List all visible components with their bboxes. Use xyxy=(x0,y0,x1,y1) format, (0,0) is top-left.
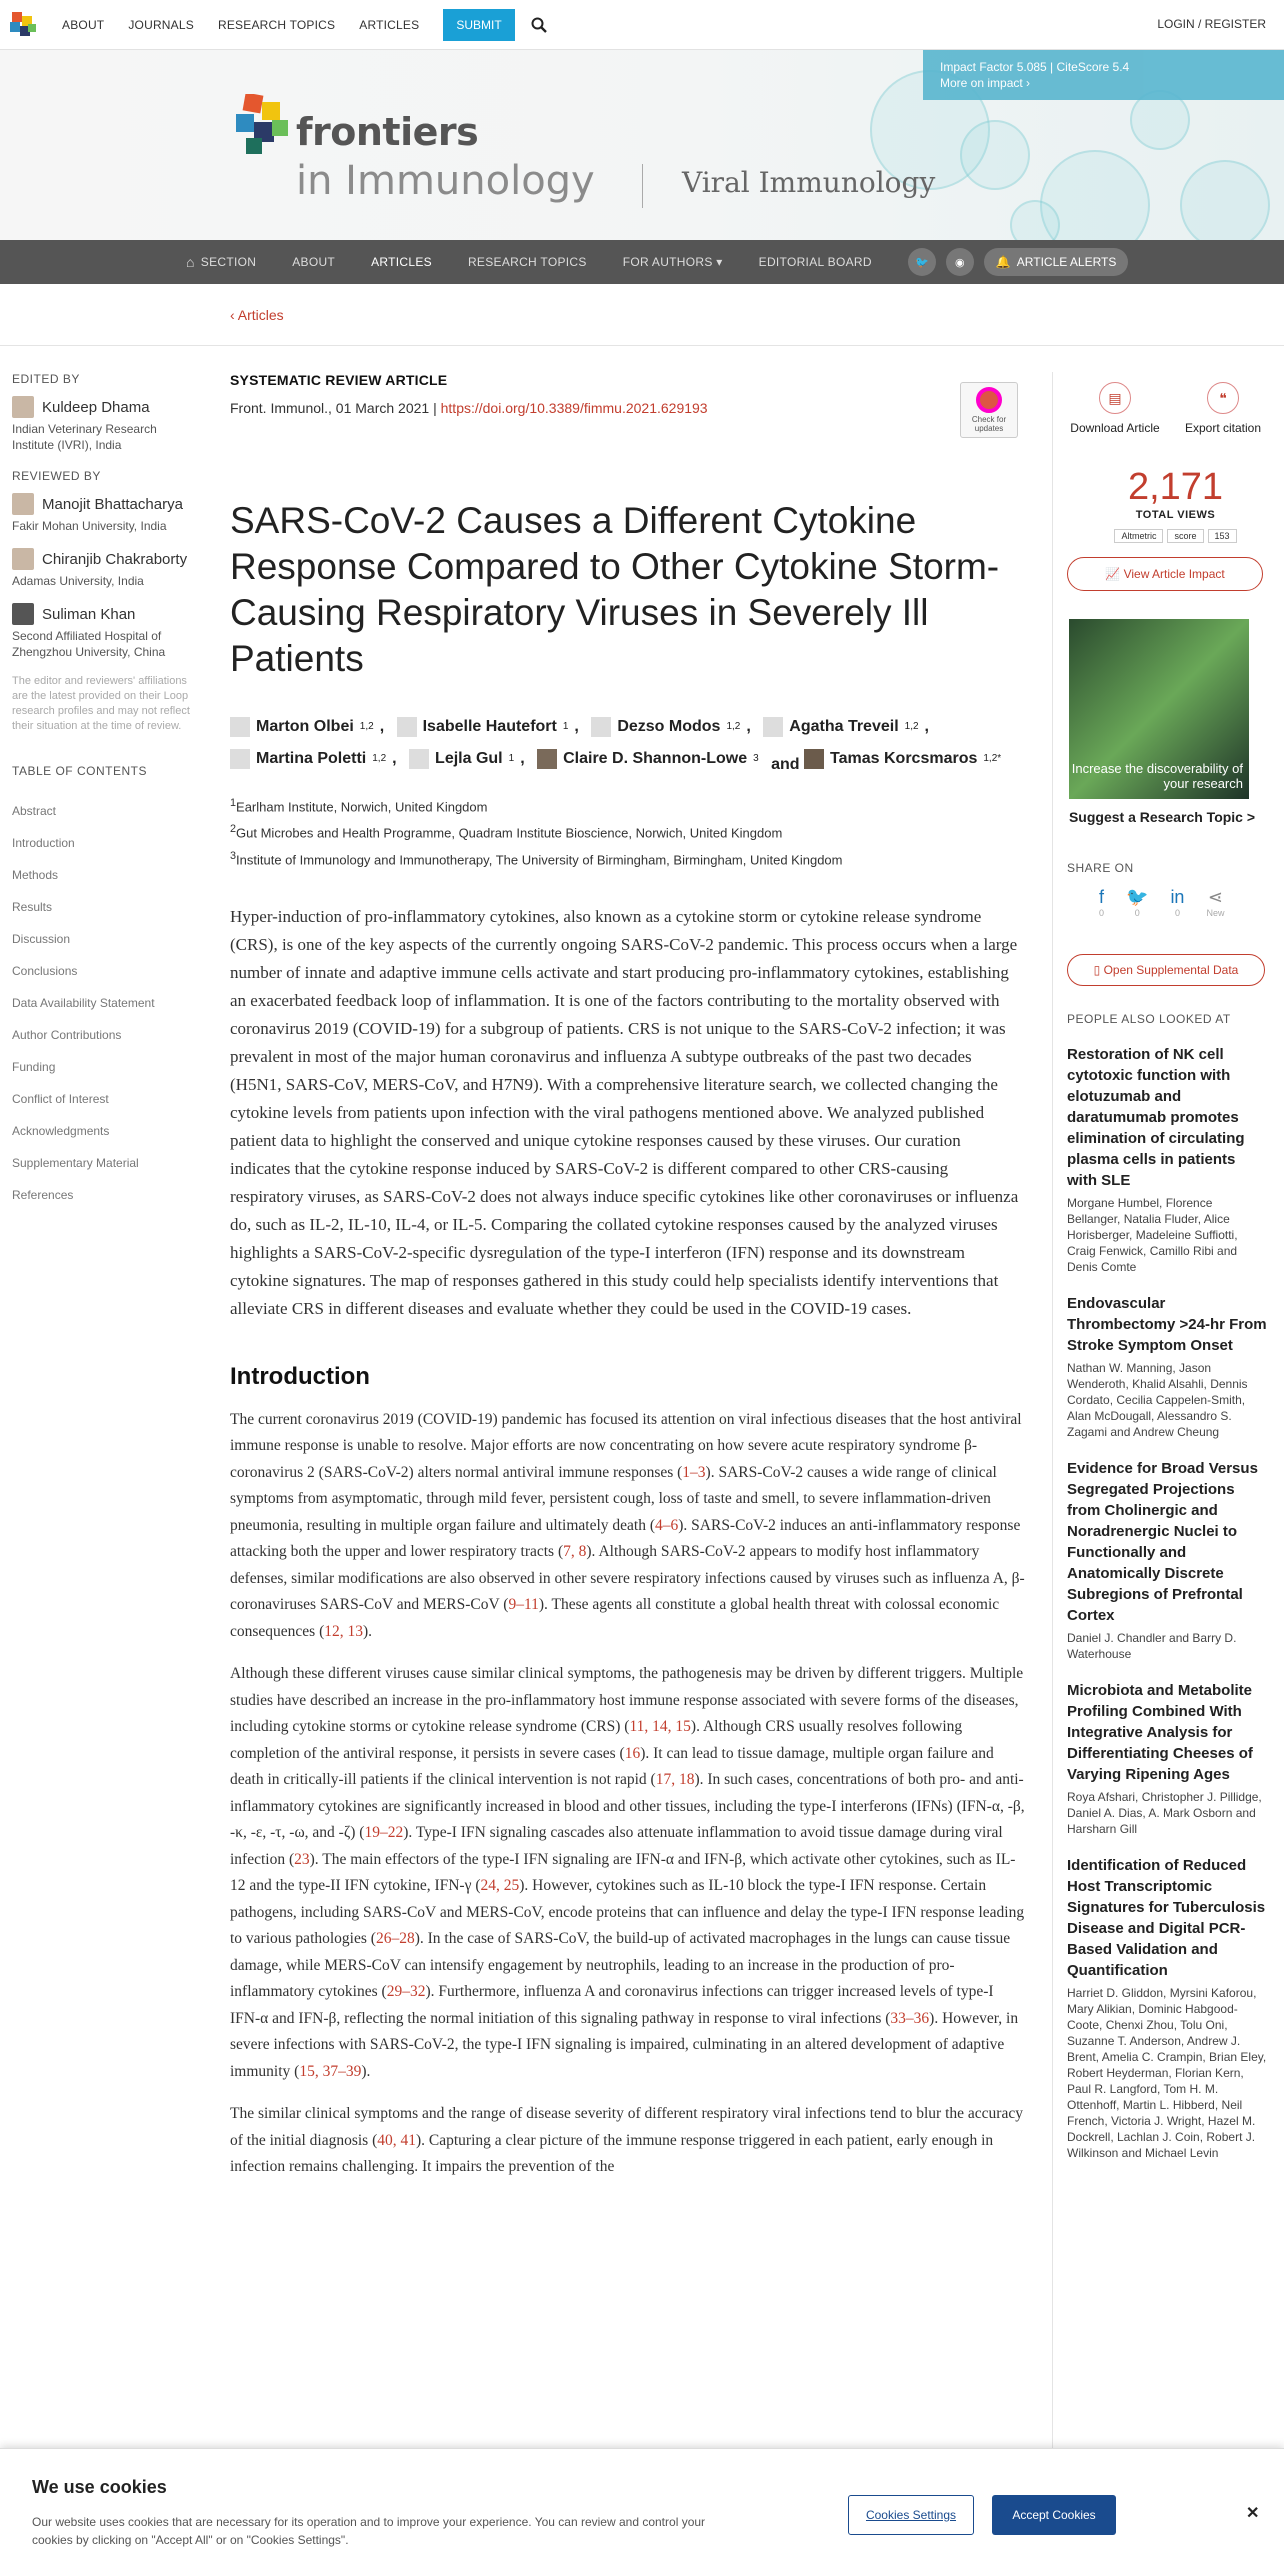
abstract: Hyper-induction of pro-inflammatory cytokines, also known as a cytokine storm or cytokine release syndrome (CRS), is one of the key aspects of the currently ongoing SARS-CoV-2 pandemic. This process occurs when a large number of innate and adaptive immune cells activate and start producing pro-inflammatory cytokines, establishing an exacerbated feedback loop of inflammation. It is one of the factors contributing to the mortality observed with coronavirus 2019 (COVID-19) for a subgroup of patients. CRS is not unique to the SARS-CoV-2 infection; it was prevalent in most of the major human coronavirus and influenza A subtype outbreaks of the past two decades (H5N1, SARS-CoV, MERS-CoV, and H7N9). With a comprehensive literature search, we collected changing the cytokine levels from patients upon infection with the viral pathogens mentioned above. We analyzed published patient data to highlight the conserved and unique cytokine responses caused by these viruses. Our curation indicates that the cytokine response induced by SARS-CoV-2 is different compared to other CRS-causing respiratory viruses, as SARS-CoV-2 does not always induce specific cytokines like other coronaviruses or influenza do, such as IL-2, IL-10, IL-4, or IL-5. Comparing the collated cytokine responses caused by the analyzed viruses highlights a SARS-CoV-2-specific dysregulation of the type-I interferon (IFN) response and its downstream cytokine signatures. The map of responses gathered in this study could help specialists identify interventions that alleviate CRS in different diseases and evaluate whether they could be used in the COVID-19 cases. xyxy=(230,906,1019,1318)
cookie-text: Our website uses cookies that are necessary for its operation and to improve your experience. You can review and control your cookies by clicking on "Accept All" or on "Cookies Settings". xyxy=(32,2515,706,2547)
reference-link[interactable]: 24, 25 xyxy=(480,1877,520,1895)
twitter-icon: 🐦 xyxy=(1126,887,1149,907)
related-article xyxy=(1067,1855,1267,2161)
close-icon[interactable]: ✕ xyxy=(1246,2505,1260,2522)
toc-item[interactable]: Results xyxy=(12,900,53,914)
avatar xyxy=(12,493,34,515)
secnav-section[interactable]: ⌂ SECTION xyxy=(186,254,257,270)
export-citation-button[interactable]: ❝ Export citation xyxy=(1175,382,1271,436)
avatar xyxy=(230,717,250,737)
avatar xyxy=(537,749,557,769)
promo-text: Increase the discoverability of your research xyxy=(1071,761,1243,791)
article xyxy=(230,372,1025,2181)
author[interactable]: Tamas Korcsmaros 1,2* xyxy=(804,746,1001,772)
avatar xyxy=(12,396,34,418)
toc-item[interactable]: Methods xyxy=(12,868,59,882)
suggest-research-topic-link[interactable]: Suggest a Research Topic > xyxy=(1068,809,1256,825)
login-register-link[interactable]: LOGIN / REGISTER xyxy=(1157,17,1266,31)
quote-icon: ❝ xyxy=(1207,382,1239,414)
related-authors: Morgane Humbel, Florence Bellanger, Natalia Fluder, Alice Horisberger, Madeleine Suffiotti, Craig Fenwick, Camillo Ribi and Denis Comte xyxy=(1067,1196,1238,1274)
toc-item[interactable]: Conflict of Interest xyxy=(12,1092,109,1106)
paragraph-text: ). Although SARS-CoV-2 appears to modify host inflammatory defenses, similar modifications are also observed in other severe respiratory infections caused by viruses such as influenza A, β-coronaviruses SARS-CoV and MERS-CoV ( xyxy=(230,1543,1025,1614)
nav-journals[interactable]: JOURNALS xyxy=(128,18,194,32)
reviewer xyxy=(12,603,197,660)
affiliation: $^2$Gut Microbes and Health Programme, Quadram Institute Bioscience, Norwich, United Kingdom xyxy=(230,823,783,841)
toc-item[interactable]: References xyxy=(12,1188,74,1202)
toc-item[interactable]: Acknowledgments xyxy=(12,1124,110,1138)
related-article xyxy=(1067,1680,1267,1837)
reference-link[interactable]: 19–22 xyxy=(364,1824,404,1842)
frontiers-logo-icon[interactable] xyxy=(10,12,38,38)
share-icon: ⋖ xyxy=(1207,887,1223,907)
doi-link[interactable]: https://doi.org/10.3389/fimmu.2021.629193 xyxy=(440,400,708,416)
bell-icon: 🔔 xyxy=(995,255,1011,269)
share-heading: SHARE ON xyxy=(1067,861,1134,875)
facebook-icon: f xyxy=(1099,887,1105,907)
brand-name: frontiers xyxy=(296,110,479,154)
article-type: SYSTEMATIC REVIEW ARTICLE xyxy=(230,372,448,388)
reference-link[interactable]: 15, 37–39 xyxy=(299,2062,362,2080)
linkedin-icon: in xyxy=(1170,887,1185,907)
cookies-settings-button[interactable]: Cookies Settings xyxy=(848,2495,974,2535)
promo-banner[interactable] xyxy=(1069,619,1249,799)
accept-cookies-button[interactable]: Accept Cookies xyxy=(992,2495,1116,2535)
avatar xyxy=(397,717,417,737)
reference-link[interactable]: 16 xyxy=(624,1744,641,1762)
citation-line xyxy=(230,400,1025,416)
avatar xyxy=(12,603,34,625)
paragraph-text: ). It can lead to tissue damage, multiple organ failure and death in critically-ill patients if the clinical intervention is not rapid ( xyxy=(230,1744,994,1789)
avatar xyxy=(591,717,611,737)
reference-link[interactable]: 7, 8 xyxy=(563,1543,587,1561)
toc-item[interactable]: Data Availability Statement xyxy=(12,996,155,1010)
reference-link[interactable]: 33–36 xyxy=(890,2009,930,2027)
paragraph-text: ). Capturing a clear picture of the immune response triggered in each patient, early enough in infection remains challenging. It impairs the prevention of the xyxy=(230,2131,994,2176)
article-title: SARS-CoV-2 Causes a Different Cytokine Response Compared to Other Cytokine Storm-Causing Respiratory Viruses in Severely Ill Patients xyxy=(230,500,1000,679)
edited-by-heading: EDITED BY xyxy=(12,372,80,386)
related-authors: Roya Afshari, Christopher J. Pillidge, Daniel A. Dias, A. Mark Osborn and Harsharn Gill xyxy=(1067,1790,1262,1836)
altmetric-score-label: score xyxy=(1167,529,1203,543)
author[interactable]: Lejla Gul 1 , xyxy=(409,746,525,772)
author[interactable]: Martina Poletti 1,2 , xyxy=(230,746,397,772)
reviewed-by-heading: REVIEWED BY xyxy=(12,469,101,483)
paragraph xyxy=(230,2101,1025,2181)
affiliation: $^1$Earlham Institute, Norwich, United Kingdom xyxy=(230,797,488,815)
related-article xyxy=(1067,1044,1267,1275)
related-title[interactable]: Identification of Reduced Host Transcriptomic Signatures for Tuberculosis Disease and Digital PCR-Based Validation and Quantification xyxy=(1067,1857,1266,1979)
breadcrumb-articles[interactable]: ‹ Articles xyxy=(230,307,284,323)
section-nav xyxy=(0,240,1284,284)
reference-link[interactable]: 1–3 xyxy=(682,1463,706,1481)
introduction-heading: Introduction xyxy=(230,1362,370,1390)
impact-factor-box[interactable] xyxy=(923,50,1284,100)
affiliation-note: The editor and reviewers' affiliations are the latest provided on their Loop research profiles and may not reflect their situation at the time of review. xyxy=(12,675,190,732)
more-on-impact-link[interactable]: More on impact › xyxy=(940,76,1031,90)
related-title[interactable]: Evidence for Broad Versus Segregated Projections from Cholinergic and Noradrenergic Nuclei to Functionally and Anatomically Discrete Subregions of Prefrontal Cortex xyxy=(1067,1460,1258,1624)
view-article-impact-button[interactable]: 📈 View Article Impact xyxy=(1067,557,1263,591)
secnav-articles[interactable]: ARTICLES xyxy=(371,255,432,269)
paragraph-text: ). SARS-CoV-2 induces an anti-inflammatory response attacking both the upper and lower respiratory tracts ( xyxy=(230,1516,1021,1561)
reviewer-affiliation: Adamas University, India xyxy=(12,574,144,588)
pdf-icon: ▤ xyxy=(1099,382,1131,414)
related-article xyxy=(1067,1458,1267,1662)
editor-affiliation: Indian Veterinary Research Institute (IVRI), India xyxy=(12,422,157,452)
right-sidebar xyxy=(1052,372,1284,2472)
nav-about[interactable]: ABOUT xyxy=(62,18,105,32)
home-icon: ⌂ xyxy=(186,254,195,270)
toc-item[interactable]: Abstract xyxy=(12,804,57,818)
journal-name: in Immunology xyxy=(296,158,595,204)
paragraph-text: ). SARS-CoV-2 causes a wide range of clinical symptoms from asymptomatic, through mild fever, persistent cough, loss of taste and smell, to severe inflammation-driven pneumonia, resulting in multiple organ failure and ultimately death ( xyxy=(230,1463,997,1534)
chart-icon: 📈 xyxy=(1105,567,1124,581)
top-nav xyxy=(62,0,547,50)
altmetric-score: 153 xyxy=(1208,529,1237,543)
avatar xyxy=(409,749,429,769)
reference-link[interactable]: 4–6 xyxy=(655,1516,679,1534)
toc-item[interactable]: Funding xyxy=(12,1060,56,1074)
top-bar xyxy=(0,0,1284,50)
author[interactable]: Agatha Treveil 1,2 , xyxy=(763,714,929,740)
toc-item[interactable]: Discussion xyxy=(12,932,71,946)
related-title[interactable]: Microbiota and Metabolite Profiling Combined With Integrative Analysis for Differentiating Cheeses of Varying Ripening Ages xyxy=(1067,1682,1253,1783)
avatar xyxy=(12,548,34,570)
paragraph-text: ). In such cases, concentrations of both pro- and anti-inflammatory cytokines are significantly increased in blood and other tissues, including the type-I interferons (IFNs) (IFN-α, -β, -κ, -ε, -τ, -ω, and -ζ) ( xyxy=(230,1771,1025,1842)
reviewer-name[interactable]: Manojit Bhattacharya xyxy=(42,495,183,513)
article-alerts-button[interactable]: 🔔 ARTICLE ALERTS xyxy=(984,248,1129,276)
paragraph-text: ). The main effectors of the type-I IFN signaling are IFN-α and IFN-β, which activate other cytokines, such as IL-12 and the type-II IFN cytokine, IFN-γ ( xyxy=(230,1850,1016,1895)
divider xyxy=(0,345,1284,346)
avatar xyxy=(230,749,250,769)
total-views-count: 2,171 xyxy=(1127,466,1224,508)
related-authors: Harriet D. Gliddon, Myrsini Kaforou, Mary Alikian, Dominic Habgood-Coote, Chenxi Zhou, Tolu Oni, Suzanne T. Anderson, Andrew J. Brent, Amelia C. Crampin, Brian Eley, Robert Heyderman, Florian Kern, Paul R. Langford, Tom H. M. Ottenhoff, Martin L. Hibberd, Neil French, Victoria J. Wright, Hazel M. Dockrell, Lachlan J. Coin, Robert J. Wilkinson and Michael Levin xyxy=(1067,1986,1267,2160)
reference-link[interactable]: 11, 14, 15 xyxy=(629,1718,691,1736)
paragraph-text: ). However, in severe infections with SARS-CoV-2, the type-I IFN signaling is impaired, culminating in an altered development of adaptive immunity ( xyxy=(230,2009,1019,2080)
journal-header xyxy=(0,50,1284,240)
article-actions xyxy=(1067,382,1284,436)
article-body xyxy=(230,1407,1025,2181)
toc-item[interactable]: Conclusions xyxy=(12,964,78,978)
reviewer-affiliation: Second Affiliated Hospital of Zhengzhou University, China xyxy=(12,629,166,659)
reference-link[interactable]: 29–32 xyxy=(386,1983,426,2001)
open-supplemental-data-button[interactable]: ▯ Open Supplemental Data xyxy=(1067,954,1265,986)
cookie-banner xyxy=(0,2448,1284,2568)
author[interactable]: Isabelle Hautefort 1 , xyxy=(397,714,579,740)
reference-link[interactable]: 40, 41 xyxy=(377,2131,416,2149)
paragraph-text: ). These agents all constitute a global health threat with colossal economic consequences ( xyxy=(230,1596,1000,1640)
section-name: Viral Immunology xyxy=(682,166,936,199)
journal-date: Front. Immunol., 01 March 2021 | xyxy=(230,400,441,416)
reviewer-affiliation: Fakir Mohan University, India xyxy=(12,519,167,533)
secnav-editorial-board[interactable]: EDITORIAL BOARD xyxy=(758,255,872,269)
document-icon: ▯ xyxy=(1093,963,1104,977)
check-updates-label: Check for updates xyxy=(971,415,1007,433)
check-for-updates-button[interactable] xyxy=(960,382,1018,438)
brand-divider xyxy=(642,164,643,208)
paragraph xyxy=(230,1407,1025,1646)
affiliations xyxy=(230,792,1025,871)
views-box xyxy=(1067,466,1284,543)
linkedin-share[interactable]: in 0 xyxy=(1170,887,1185,918)
nav-articles[interactable]: ARTICLES xyxy=(359,18,420,32)
author[interactable]: Marton Olbei 1,2 , xyxy=(230,714,384,740)
reference-link[interactable]: 9–11 xyxy=(508,1596,539,1614)
altmetric-badge[interactable] xyxy=(1067,529,1284,543)
facebook-share[interactable]: f 0 xyxy=(1099,887,1105,918)
related-authors: Daniel J. Chandler and Barry D. Waterhouse xyxy=(1067,1631,1237,1661)
paragraph-text: ). Type-I IFN signaling cascades also attenuate inflammation to avoid tissue damage during viral infection ( xyxy=(230,1824,1003,1868)
author-list xyxy=(230,714,1025,778)
left-sidebar xyxy=(12,372,197,1220)
reference-link[interactable]: 17, 18 xyxy=(655,1771,695,1789)
paragraph xyxy=(230,1661,1025,2085)
twitter-share[interactable]: 🐦 0 xyxy=(1126,887,1149,918)
people-also-looked-heading: PEOPLE ALSO LOOKED AT xyxy=(1067,1012,1231,1026)
reviewer-name[interactable]: Chiranjib Chakraborty xyxy=(42,550,188,568)
submit-button[interactable]: SUBMIT xyxy=(443,9,514,41)
total-views-label: TOTAL VIEWS xyxy=(1135,509,1216,521)
paragraph-text: The similar clinical symptoms and the range of disease severity of different respiratory viral infections tend to blur the accuracy of the initial diagnosis ( xyxy=(230,2105,1023,2149)
editor-name[interactable]: Kuldeep Dhama xyxy=(42,398,150,416)
paragraph-text: Although these different viruses cause similar clinical symptoms, the pathogenesis may be driven by different triggers. Multiple studies have described an increase in the pro-inflammatory host immune response associated with severe forms of the diseases, including cytokine storms or cytokine release syndrome (CRS) ( xyxy=(230,1665,1024,1736)
reviewer xyxy=(12,493,197,534)
paragraph-text: ). Furthermore, influenza A and coronavirus infections can trigger increased levels of type-I IFN-α and IFN-β, reflecting the normal initiation of this signaling pathway in response to viral infections ( xyxy=(230,1983,994,2027)
impact-factor-text: Impact Factor 5.085 | CiteScore 5.4 xyxy=(940,60,1130,74)
related-authors: Nathan W. Manning, Jason Wenderoth, Khalid Alsahli, Dennis Cordato, Cecilia Cappelen-Smith, Alan McDougall, Alessandro S. Zagami and Andrew Cheung xyxy=(1067,1361,1248,1439)
toc-item[interactable]: Introduction xyxy=(12,836,75,850)
search-icon[interactable] xyxy=(531,17,547,33)
rss-icon[interactable]: ◉ xyxy=(946,248,974,276)
avatar xyxy=(763,717,783,737)
reviewer-name[interactable]: Suliman Khan xyxy=(42,605,136,623)
secnav-for-authors[interactable]: FOR AUTHORS ▾ xyxy=(622,255,723,269)
related-title[interactable]: Restoration of NK cell cytotoxic function with elotuzumab and daratumumab promotes elimination of circulating plasma cells in patients with SLE xyxy=(1067,1046,1245,1189)
toc-heading: TABLE OF CONTENTS xyxy=(12,764,147,778)
avatar xyxy=(804,749,824,769)
altmetric-label: Altmetric xyxy=(1114,529,1163,543)
reference-link[interactable]: 23 xyxy=(294,1850,310,1868)
frontiers-logo-icon xyxy=(236,94,292,158)
affiliation: $^3$Institute of Immunology and Immunotherapy, The University of Birmingham, Birmingham, United Kingdom xyxy=(230,849,843,867)
related-article xyxy=(1067,1293,1267,1440)
toc-item[interactable]: Author Contributions xyxy=(12,1028,122,1042)
crossmark-icon xyxy=(976,387,1002,413)
paragraph-text: The current coronavirus 2019 (COVID-19) pandemic has focused its attention on viral infectious diseases that the host antiviral immune response is unable to resolve. Major efforts are now concentrating on how severe acute respiratory syndrome β-coronavirus 2 (SARS-CoV-2) alters normal antiviral immune responses ( xyxy=(230,1410,1022,1481)
toc-item[interactable]: Supplementary Material xyxy=(12,1156,139,1170)
reference-link[interactable]: 12, 13 xyxy=(324,1622,363,1640)
cookie-heading: We use cookies xyxy=(32,2477,167,2497)
share-buttons xyxy=(1067,887,1284,918)
secnav-research-topics[interactable]: RESEARCH TOPICS xyxy=(467,255,587,269)
download-article-button[interactable]: ▤ Download Article xyxy=(1067,382,1163,436)
author[interactable]: Claire D. Shannon-Lowe 3 xyxy=(537,746,759,772)
author-conjunction: and xyxy=(771,756,800,773)
paragraph-text: ). In the case of SARS-CoV, the build-up of activated macrophages in the lungs can cause tissue damage, while MERS-CoV can intensify engagement by neutrophils, leading to an increase in the production of pro-inflammatory cytokines ( xyxy=(230,1930,1011,2001)
secnav-about[interactable]: ABOUT xyxy=(292,255,336,269)
paragraph-text: ). However, cytokines such as IL-10 block the type-I IFN response. Certain pathogens, including SARS-CoV and MERS-CoV, encode proteins that can influence and delay the type-I IFN response leading to various pathologies ( xyxy=(230,1877,1025,1948)
editor xyxy=(12,396,197,453)
reviewer xyxy=(12,548,197,589)
table-of-contents xyxy=(12,764,197,1202)
nav-research-topics[interactable]: RESEARCH TOPICS xyxy=(217,18,336,32)
reference-link[interactable]: 26–28 xyxy=(375,1930,415,1948)
twitter-icon[interactable]: 🐦 xyxy=(908,248,936,276)
paragraph-text: ). xyxy=(363,1622,373,1640)
author[interactable]: Dezso Modos 1,2 , xyxy=(591,714,750,740)
more-share[interactable]: ⋖ New xyxy=(1206,887,1225,918)
paragraph-text: ). xyxy=(361,2062,371,2080)
paragraph-text: ). Although CRS usually resolves following completion of the antiviral response, it persists in severe cases ( xyxy=(230,1718,963,1762)
related-title[interactable]: Endovascular Thrombectomy >24-hr From Stroke Symptom Onset xyxy=(1067,1295,1267,1354)
